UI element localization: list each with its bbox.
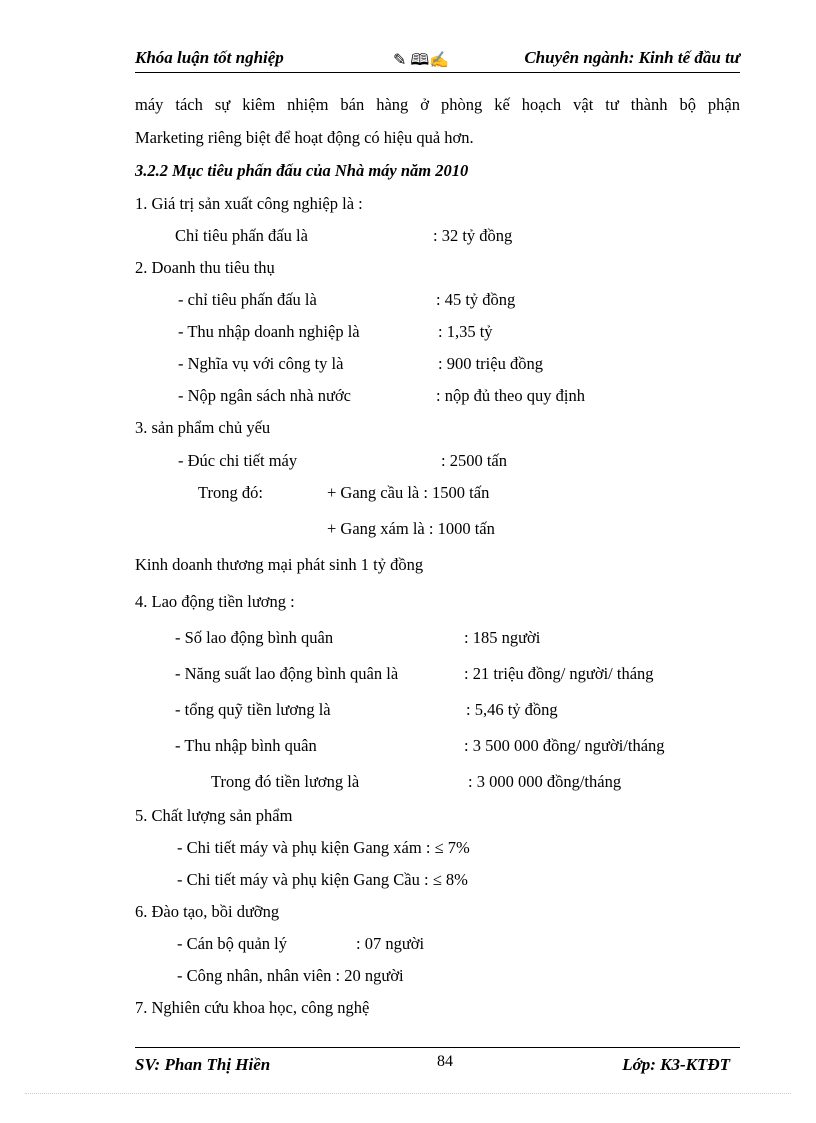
item-4-sub-label: Trong đó tiền lương là xyxy=(211,772,360,791)
item-4-row-value: : 5,46 tỷ đồng xyxy=(466,700,558,719)
trade-line: Kinh doanh thương mại phát sinh 1 tỷ đồng xyxy=(135,555,424,574)
section-heading: 3.2.2 Mục tiêu phấn đấu của Nhà máy năm 2010 xyxy=(135,161,469,180)
item-6-title: 6. Đào tạo, bồi dưỡng xyxy=(135,902,280,921)
item-1-label: Chỉ tiêu phấn đấu là xyxy=(175,226,308,245)
page-footer xyxy=(135,1047,740,1078)
item-3-value: : 2500 tấn xyxy=(441,451,507,470)
item-6-row-label: - Cán bộ quản lý xyxy=(177,934,287,953)
item-7-title: 7. Nghiên cứu khoa học, công nghệ xyxy=(135,998,370,1017)
item-2-row-value: : nộp đủ theo quy định xyxy=(436,386,585,405)
item-5-row: - Chi tiết máy và phụ kiện Gang xám : ≤ 7% xyxy=(177,838,470,857)
item-4-row-value: : 185 người xyxy=(464,628,541,647)
item-1-value: : 32 tỷ đồng xyxy=(433,226,513,245)
header-book-pen-icon: ✎ 🕮✍ xyxy=(393,52,450,69)
item-4-row-label: - Số lao động bình quân xyxy=(175,628,334,647)
item-2-row-label: - Nộp ngân sách nhà nước xyxy=(178,386,351,405)
item-2-row-label: - Nghĩa vụ với công ty là xyxy=(178,354,344,373)
item-3-sub-1: + Gang cầu là : 1500 tấn xyxy=(327,483,490,502)
item-2-row-label: - chỉ tiêu phấn đấu là xyxy=(178,290,317,309)
item-2-row-label: - Thu nhập doanh nghiệp là xyxy=(178,322,360,341)
item-4-row-label: - Năng suất lao động bình quân là xyxy=(175,664,399,683)
item-4-row-value: : 21 triệu đồng/ người/ tháng xyxy=(464,664,654,683)
item-2-row-value: : 900 triệu đồng xyxy=(438,354,543,373)
item-3-sub-2: + Gang xám là : 1000 tấn xyxy=(327,519,495,538)
item-3-sub-label: Trong đó: xyxy=(198,483,263,502)
footer-student-name: SV: Phan Thị Hiền xyxy=(135,1055,271,1074)
page-header xyxy=(135,48,740,73)
item-4-row-value: : 3 500 000 đồng/ người/tháng xyxy=(464,736,665,755)
header-thesis-title: Khóa luận tốt nghiệp xyxy=(135,48,284,67)
item-2-row-value: : 45 tỷ đồng xyxy=(436,290,516,309)
item-4-row-label: - Thu nhập bình quân xyxy=(175,736,317,755)
item-3-label: - Đúc chi tiết máy xyxy=(178,451,298,470)
item-4-row-label: - tổng quỹ tiền lương là xyxy=(175,700,331,719)
item-5-row: - Chi tiết máy và phụ kiện Gang Cầu : ≤ 8% xyxy=(177,870,468,889)
page-number: 84 xyxy=(437,1053,453,1070)
item-3-title: 3. sản phẩm chủ yếu xyxy=(135,418,271,437)
item-1-title: 1. Giá trị sản xuất công nghiệp là : xyxy=(135,194,363,213)
item-6-row-value: : 07 người xyxy=(356,934,425,953)
header-major: Chuyên ngành: Kinh tế đầu tư xyxy=(524,48,740,67)
item-4-sub-value: : 3 000 000 đồng/tháng xyxy=(468,772,622,791)
item-5-title: 5. Chất lượng sản phẩm xyxy=(135,806,293,825)
item-6-row-label: - Công nhân, nhân viên : 20 người xyxy=(177,966,404,985)
item-2-title: 2. Doanh thu tiêu thụ xyxy=(135,258,275,277)
item-4-title: 4. Lao động tiền lương : xyxy=(135,592,295,611)
item-2-row-value: : 1,35 tỷ xyxy=(438,322,493,341)
paragraph-line-1: máy tách sự kiêm nhiệm bán hàng ở phòng kế hoạch vật tư thành bộ phận xyxy=(135,95,740,114)
bottom-dotted-divider xyxy=(25,1093,791,1094)
footer-class: Lớp: K3-KTĐT xyxy=(622,1055,730,1074)
paragraph-line-2: Marketing riêng biệt để hoạt động có hiệu quả hơn. xyxy=(135,128,474,147)
